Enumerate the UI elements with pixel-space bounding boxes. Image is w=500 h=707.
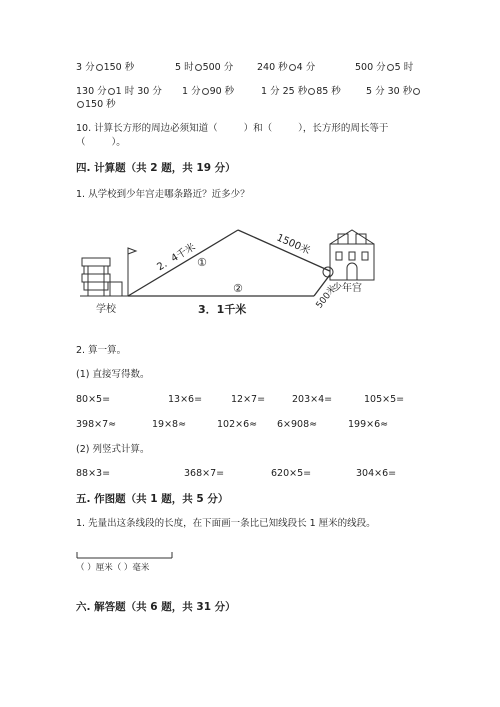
- route-1-left-segment: [128, 230, 238, 296]
- calc-item: 12×7=: [231, 394, 266, 405]
- flag-icon: [128, 248, 136, 296]
- route-1-length-right: 1500米: [274, 232, 312, 257]
- compare-circle[interactable]: [202, 88, 209, 95]
- compare-left: 5 时: [175, 62, 194, 73]
- compare-right: 1 时 30 分: [115, 86, 162, 97]
- route-1-marker: ①: [197, 256, 207, 269]
- compare-item-8-cont: [76, 99, 116, 111]
- calc-item: 105×5=: [364, 394, 405, 405]
- question-10: [76, 123, 388, 135]
- compare-circle[interactable]: [413, 88, 420, 95]
- compare-right: 150 秒: [103, 62, 135, 73]
- section-title: 五. 作图题（共 1 题，共 5 分）: [76, 493, 229, 505]
- question-text: 1. 从学校到少年宫走哪条路近？近多少？: [76, 189, 250, 200]
- given-line-segment: [76, 550, 176, 560]
- compare-item-6: [182, 86, 234, 98]
- compare-right: 90 秒: [209, 86, 235, 97]
- route-diagram: [70, 220, 390, 320]
- compare-item-5: [76, 86, 162, 98]
- section-title: 六. 解答题（共 6 题，共 31 分）: [76, 601, 236, 613]
- compare-left: 240 秒: [257, 62, 288, 73]
- section-title: 四. 计算题（共 2 题，共 19 分）: [76, 162, 236, 174]
- calc-item: 6×908≈: [277, 419, 318, 430]
- calc-item: 398×7≈: [76, 419, 117, 430]
- q10-text: （: [76, 137, 86, 148]
- sub-question: (1) 直接写得数。: [76, 369, 150, 380]
- compare-right: 500 分: [202, 62, 234, 73]
- calc-item: 203×4=: [292, 394, 333, 405]
- q10-text: 10. 计算长方形的周边必须知道（: [76, 123, 218, 134]
- compare-right: 4 分: [296, 62, 316, 73]
- compare-right: 5 时: [394, 62, 414, 73]
- route-1-length-left: 2．4千米: [155, 241, 198, 274]
- compare-item-3: [257, 62, 315, 74]
- compare-item-4: [355, 62, 413, 74]
- calc-item: 304×6=: [356, 468, 397, 479]
- compare-circle[interactable]: [77, 101, 84, 108]
- calc-item: 13×6=: [168, 394, 203, 405]
- compare-left: 5 分 30 秒: [366, 86, 413, 97]
- route-2-marker: ②: [233, 282, 243, 295]
- compare-left: 1 分: [182, 86, 201, 97]
- compare-item-2: [175, 62, 233, 74]
- compare-right: 150 秒: [85, 99, 116, 110]
- compare-left: 130 分: [76, 86, 107, 97]
- measure-label: （ ）厘米（ ）毫米: [76, 563, 150, 573]
- q10-text: ），长方形的周长等于: [298, 123, 389, 134]
- calc-item: 102×6≈: [217, 419, 258, 430]
- route-2-length: 3．1千米: [198, 303, 247, 316]
- shared-length: 500米: [314, 283, 339, 311]
- school-building-icon: [82, 258, 122, 296]
- compare-right: 85 秒: [316, 86, 341, 97]
- q10-text: ）和（: [243, 123, 273, 134]
- question-text: 1. 先量出这条线段的长度，在下面画一条比已知线段长 1 厘米的线段。: [76, 518, 376, 529]
- calc-item: 88×3=: [76, 468, 111, 479]
- compare-left: 500 分: [355, 62, 386, 73]
- compare-left: 1 分 25 秒: [261, 86, 308, 97]
- calc-item: 620×5=: [271, 468, 312, 479]
- question-text: 2. 算一算。: [76, 345, 127, 356]
- compare-circle[interactable]: [195, 64, 202, 71]
- compare-circle[interactable]: [289, 64, 296, 71]
- calc-item: 368×7=: [184, 468, 225, 479]
- calc-item: 80×5=: [76, 394, 111, 405]
- calc-item: 199×6≈: [348, 419, 389, 430]
- compare-item-1: [76, 62, 134, 74]
- palace-label: 少年宫: [332, 283, 362, 294]
- compare-item-7: [261, 86, 341, 98]
- compare-circle[interactable]: [96, 64, 103, 71]
- question-10-cont: [76, 137, 126, 149]
- q10-text: ）。: [111, 137, 126, 148]
- compare-circle[interactable]: [108, 88, 115, 95]
- compare-circle[interactable]: [387, 64, 394, 71]
- calc-item: 19×8≈: [152, 419, 187, 430]
- sub-question: (2) 列竖式计算。: [76, 444, 150, 455]
- compare-left: 3 分: [76, 62, 95, 73]
- compare-item-8: [366, 86, 421, 98]
- compare-circle[interactable]: [308, 88, 315, 95]
- youth-palace-icon: [323, 230, 374, 280]
- school-label: 学校: [96, 304, 116, 315]
